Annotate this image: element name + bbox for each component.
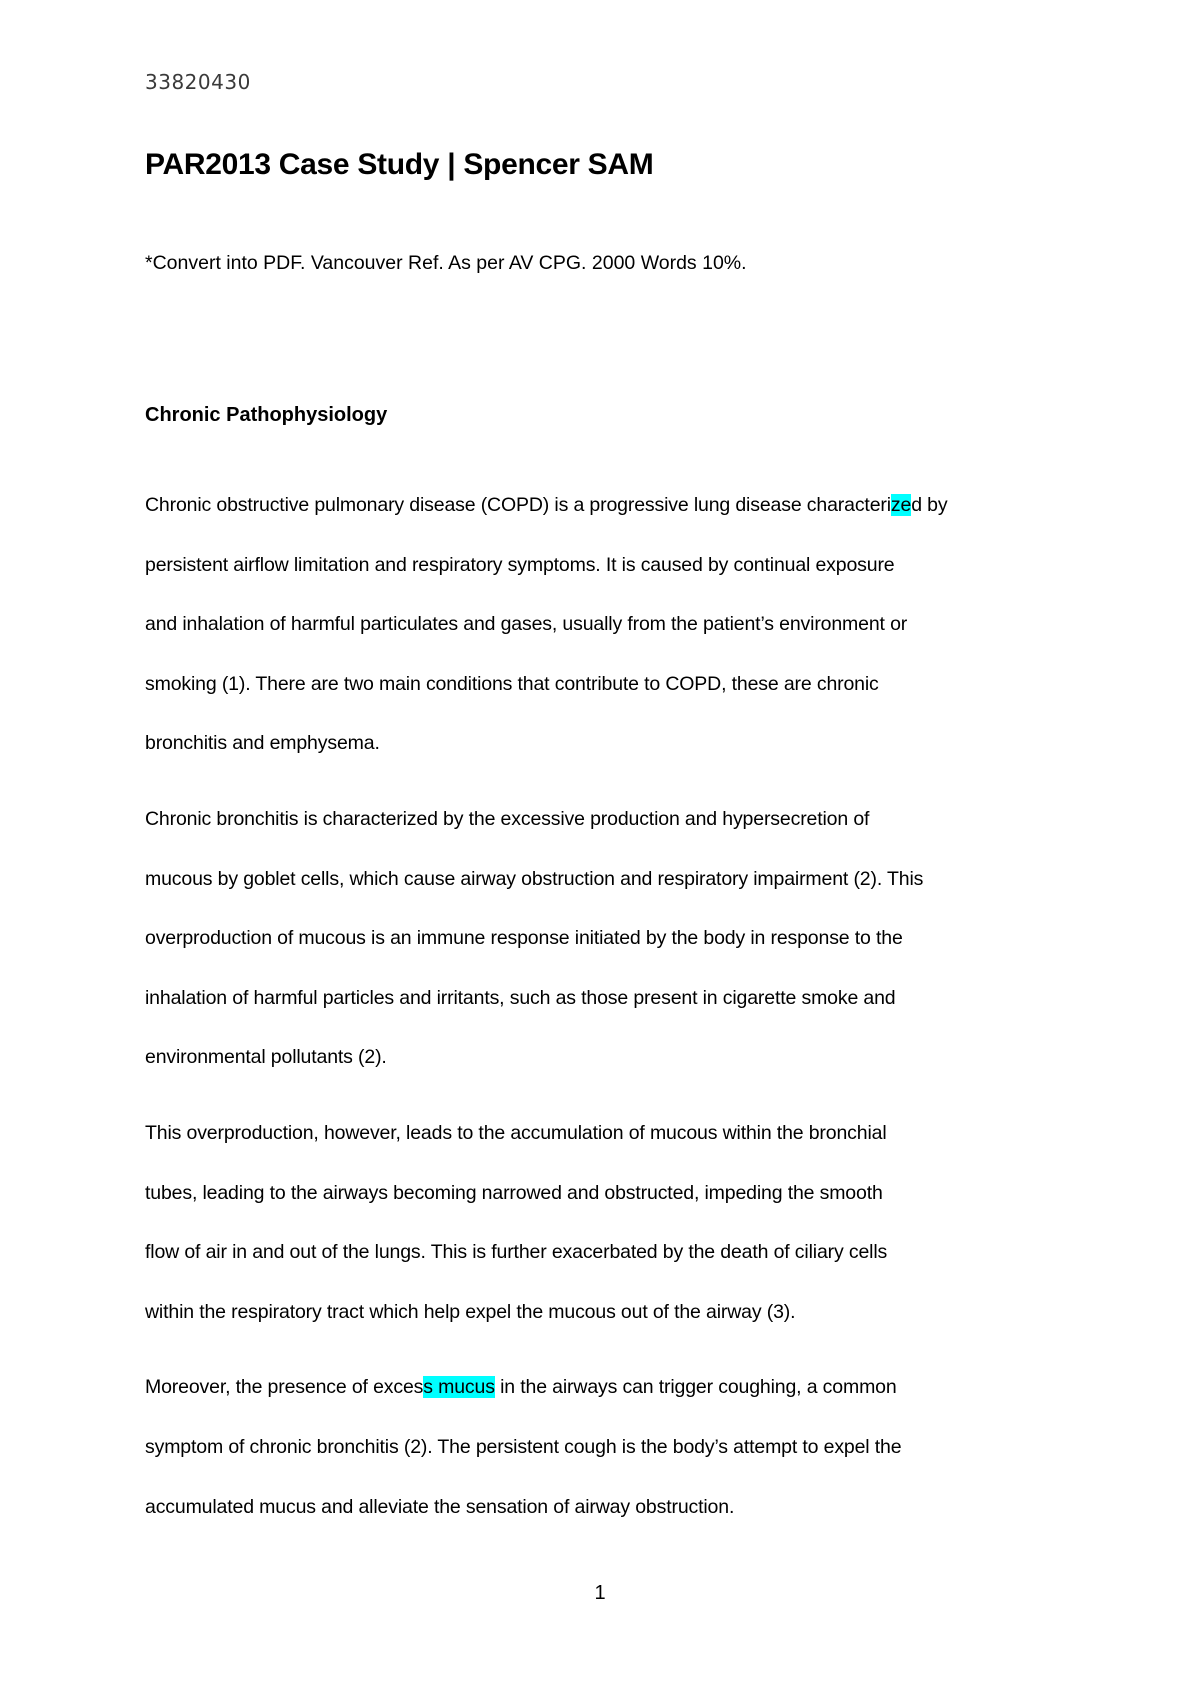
text-segment: Moreover, the presence of exces <box>145 1376 424 1399</box>
paragraph-chronic-bronchitis <box>145 790 1085 1088</box>
text-line <box>145 476 1085 536</box>
text-segment: d by <box>911 494 948 516</box>
text-line: Chronic bronchitis is characterized by the excessive production and hypersecretion of <box>145 807 870 830</box>
text-line <box>145 1358 1085 1418</box>
highlighted-text: s mucus <box>423 1376 495 1399</box>
body-text <box>145 476 1085 1553</box>
text-segment: in the airways can trigger coughing, a common <box>494 1376 897 1399</box>
text-line: bronchitis and emphysema. <box>145 732 380 755</box>
paragraph-copd-intro <box>145 476 1085 774</box>
document-title: PAR2013 Case Study | Spencer SAM <box>145 148 654 181</box>
page-number: 1 <box>594 1582 606 1604</box>
paragraph-coughing <box>145 1358 1085 1537</box>
text-line: smoking (1). There are two main conditions that contribute to COPD, these are chronic <box>145 672 879 695</box>
highlighted-text: ze <box>890 494 912 516</box>
text-segment: Chronic obstructive pulmonary disease (COPD) is a progressive lung disease characteri <box>145 494 891 516</box>
text-line: persistent airflow limitation and respiratory symptoms. It is caused by continual exposure <box>145 553 895 576</box>
text-line: overproduction of mucous is an immune response initiated by the body in response to the <box>145 927 903 950</box>
text-line: environmental pollutants (2). <box>145 1046 387 1069</box>
text-line: symptom of chronic bronchitis (2). The persistent cough is the body’s attempt to expel the <box>145 1435 902 1458</box>
text-line: mucous by goblet cells, which cause airway obstruction and respiratory impairment (2). This <box>145 867 924 890</box>
text-line: tubes, leading to the airways becoming narrowed and obstructed, impeding the smooth <box>145 1181 883 1204</box>
text-line: flow of air in and out of the lungs. This is further exacerbated by the death of ciliary cells <box>145 1241 888 1264</box>
paragraph-mucous-accumulation <box>145 1104 1085 1342</box>
section-heading: Chronic Pathophysiology <box>145 404 388 426</box>
text-line: inhalation of harmful particles and irritants, such as those present in cigarette smoke and <box>145 986 896 1009</box>
text-line: This overproduction, however, leads to the accumulation of mucous within the bronchial <box>145 1121 887 1144</box>
document-note: *Convert into PDF. Vancouver Ref. As per AV CPG. 2000 Words 10%. <box>145 252 747 274</box>
text-line: and inhalation of harmful particulates and gases, usually from the patient’s environment or <box>145 613 908 636</box>
text-line: accumulated mucus and alleviate the sensation of airway obstruction. <box>145 1495 735 1518</box>
text-line: within the respiratory tract which help expel the mucous out of the airway (3). <box>145 1300 796 1323</box>
student-id-header: 33820430 <box>145 70 251 94</box>
